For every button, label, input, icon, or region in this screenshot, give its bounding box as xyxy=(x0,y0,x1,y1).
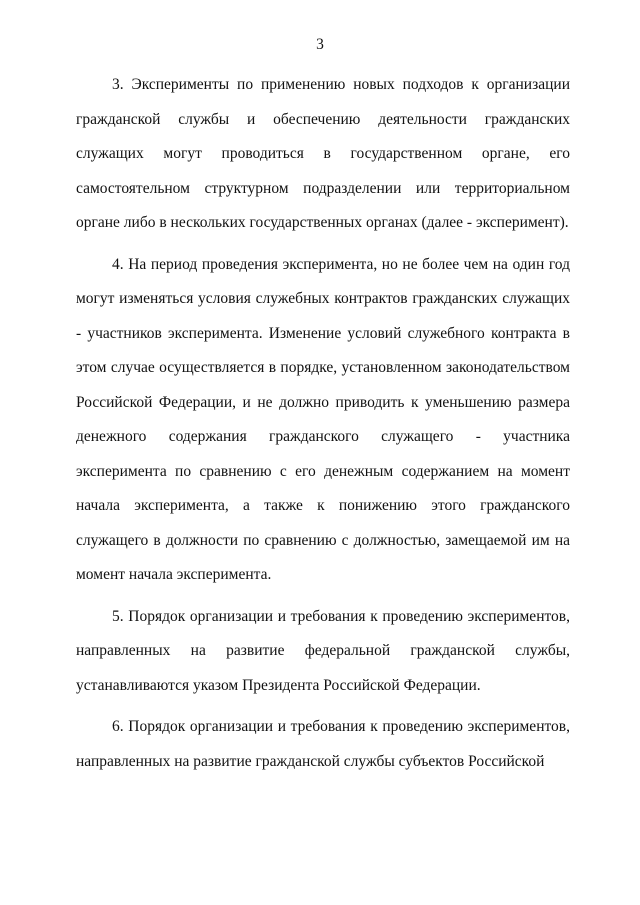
paragraph-3: 3. Эксперименты по применению новых подходов к организации гражданской службы и обеспечению деятельности гражданских служащих могут проводиться в государственном органе, его самостоятельном структурном подразделении или территориальном органе либо в нескольких государственных органах (далее - эксперимент). xyxy=(76,76,570,231)
paragraph-6: 6. Порядок организации и требования к проведению экспериментов, направленных на развитие гражданской службы субъектов Российской xyxy=(76,718,570,770)
paragraph-5: 5. Порядок организации и требования к проведению экспериментов, направленных на развитие федеральной гражданской службы, устанавливаются указом Президента Российской Федерации. xyxy=(76,607,570,694)
paragraph-4: 4. На период проведения эксперимента, но не более чем на один год могут изменяться условия служебных контрактов гражданских служащих - участников эксперимента. Изменение условий служебного контракта в этом случае осуществляется в порядке, установленном законодательством Российской Федерации, и не должно приводить к уменьшению размера денежного содержания гражданского служащего - участника эксперимента по сравнению с его денежным содержанием на момент начала эксперимента, а также к понижению этого гражданского служащего в должности по сравнению с должностью, замещаемой им на момент начала эксперимента. xyxy=(76,255,570,583)
document-body xyxy=(76,68,570,786)
page-number: 3 xyxy=(316,36,324,53)
